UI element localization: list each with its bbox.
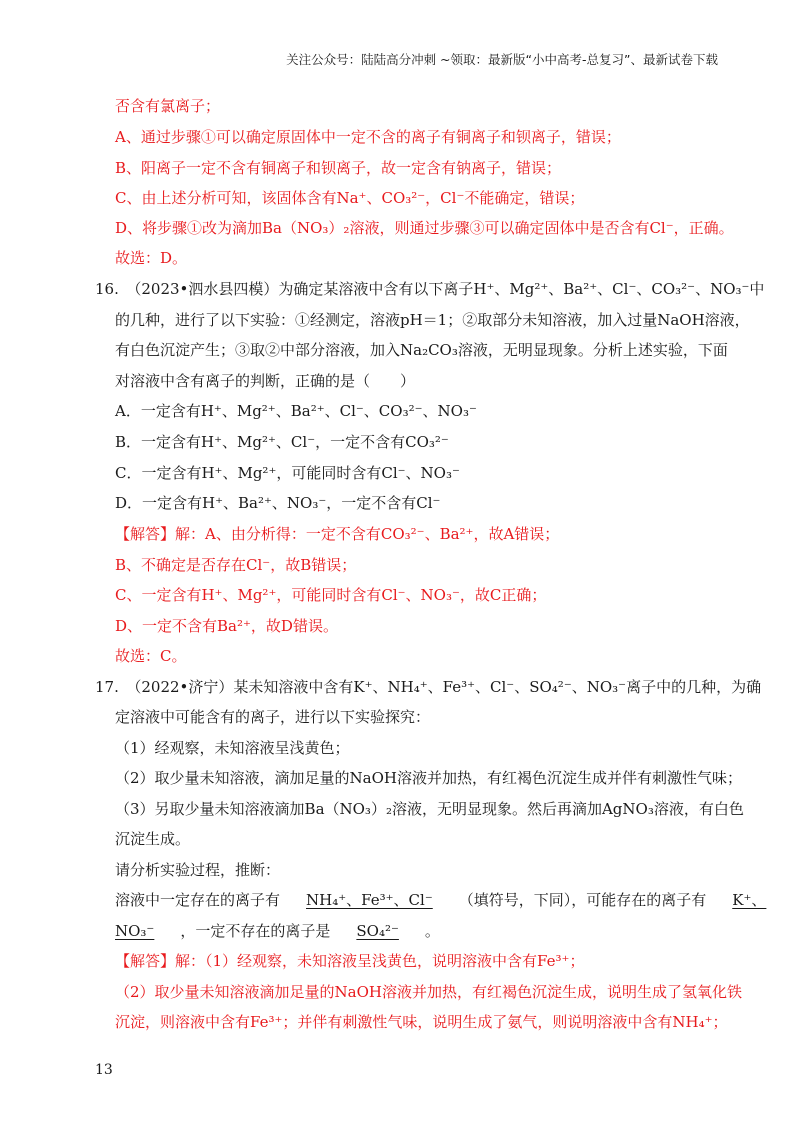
q17-fill-prefix: 溶液中一定存在的离子有 <box>115 891 281 909</box>
q16-answer-select: 故选：C。 <box>115 647 187 665</box>
q16-option-d: D．一定含有H⁺、Ba²⁺、NO₃⁻，一定不含有Cl⁻ <box>115 494 441 512</box>
prev-answer-c: C、由上述分析可知，该固体含有Na⁺、CO₃²⁻，Cl⁻不能确定，错误； <box>115 189 585 207</box>
prev-answer-b: B、阳离子一定不含有铜离子和钡离子，故一定含有钠离子，错误； <box>115 159 562 177</box>
q17-ask: 请分析实验过程，推断： <box>115 861 281 879</box>
q17-step-1: （1）经观察，未知溶液呈浅黄色； <box>115 739 350 757</box>
prev-answer-select: 故选：D。 <box>115 249 188 267</box>
q17-blank-absent: SO₄²⁻ <box>356 922 399 940</box>
q16-option-a: A．一定含有H⁺、Mg²⁺、Ba²⁺、Cl⁻、CO₃²⁻、NO₃⁻ <box>115 402 477 420</box>
q17-answer-line1 <box>115 951 584 971</box>
q17-answer-line2: （2）取少量未知溶液滴加足量的NaOH溶液并加热，有红褐色沉淀生成，说明生成了氢氧化铁 <box>115 983 742 1001</box>
q17-fill-end: 。 <box>424 922 440 940</box>
q17-step-3a: （3）另取少量未知溶液滴加Ba（NO₃）₂溶液，无明显现象。然后再滴加AgNO₃溶液，有白色 <box>115 800 744 818</box>
q16-answer-line2: B、不确定是否存在Cl⁻，故B错误； <box>115 556 357 574</box>
q16-stem-line1: 16. （2023•泗水县四模）为确定某溶液中含有以下离子H⁺、Mg²⁺、Ba²⁺、Cl⁻、CO₃²⁻、NO₃⁻中 <box>95 280 765 298</box>
q16-stem-line4: 对溶液中含有离子的判断，正确的是（ ） <box>115 372 416 390</box>
q17-stem-line1: 17. （2022•济宁）某未知溶液中含有K⁺、NH₄⁺、Fe³⁺、Cl⁻、SO₄²⁻、NO₃⁻离子中的几种，为确 <box>95 678 762 696</box>
q16-option-c: C．一定含有H⁺、Mg²⁺，可能同时含有Cl⁻、NO₃⁻ <box>115 464 460 482</box>
q17-answer-text1: 解：（1）经观察，未知溶液呈浅黄色，说明溶液中含有Fe³⁺； <box>175 952 585 970</box>
page-number: 13 <box>95 1062 113 1078</box>
q16-answer-text1: 解：A、由分析得：一定不含有CO₃²⁻、Ba²⁺，故A错误； <box>175 525 560 543</box>
q17-fill-line2 <box>115 921 440 941</box>
q16-stem-line2: 的几种，进行了以下实验：①经测定，溶液pH＝1；②取部分未知溶液，加入过量NaOH溶液， <box>115 311 750 329</box>
q16-option-b: B．一定含有H⁺、Mg²⁺、Cl⁻，一定不含有CO₃²⁻ <box>115 433 449 451</box>
q16-answer-line4: D、一定不含有Ba²⁺，故D错误。 <box>115 617 338 635</box>
q17-step-2: （2）取少量未知溶液，滴加足量的NaOH溶液并加热，有红褐色沉淀生成并伴有刺激性气味； <box>115 769 742 787</box>
q17-step-3b: 沉淀生成。 <box>115 830 191 848</box>
q17-blank-certain: NH₄⁺、Fe³⁺、Cl⁻ <box>306 891 433 909</box>
prev-answer-a: A、通过步骤①可以确定原固体中一定不含的离子有铜离子和钡离子，错误； <box>115 128 621 146</box>
q16-answer-line3: C、一定含有H⁺、Mg²⁺，可能同时含有Cl⁻、NO₃⁻，故C正确； <box>115 586 547 604</box>
q17-fill-mid: （填符号，下同），可能存在的离子有 <box>458 891 707 909</box>
prev-answer-d: D、将步骤①改为滴加Ba（NO₃）₂溶液，则通过步骤③可以确定固体中是否含有Cl⁻，正确。 <box>115 219 734 237</box>
q17-blank-possible-b: NO₃⁻ <box>115 922 155 940</box>
q17-answer-line3: 沉淀，则溶液中含有Fe³⁺；并伴有刺激性气味，说明生成了氨气，则说明溶液中含有NH₄⁺； <box>115 1013 728 1031</box>
q17-fill-mid2: ，一定不存在的离子是 <box>180 922 331 940</box>
q16-answer-tag: 【解答】 <box>115 525 176 543</box>
q16-answer-line1 <box>115 524 559 544</box>
q17-blank-possible-a: K⁺、 <box>732 891 767 909</box>
q17-answer-tag: 【解答】 <box>115 952 176 970</box>
q17-stem-line2: 定溶液中可能含有的离子，进行以下实验探究： <box>115 708 431 726</box>
q16-stem-line3: 有白色沉淀产生；③取②中部分溶液，加入Na₂CO₃溶液，无明显现象。分析上述实验，下面 <box>115 341 728 359</box>
page-header: 关注公众号：陆陆高分冲刺 ~领取：最新版“小中高考-总复习”、最新试卷下载 <box>286 52 718 67</box>
q17-fill-line1 <box>115 890 766 910</box>
prev-answer-intro: 否含有氯离子； <box>115 97 221 115</box>
